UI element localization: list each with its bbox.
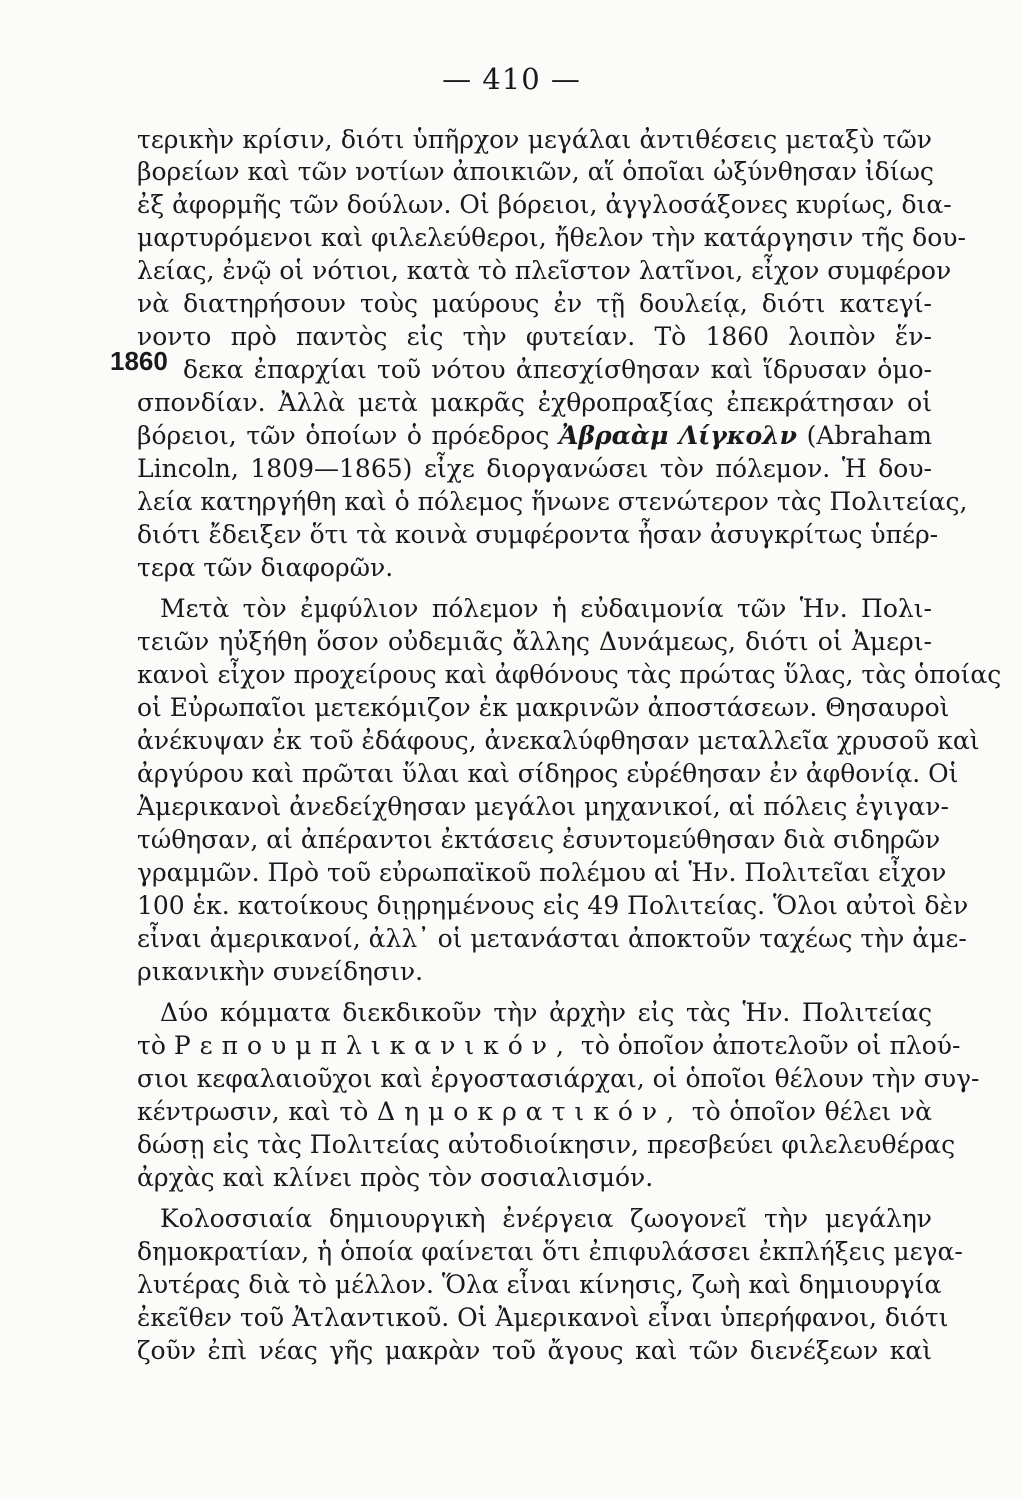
text-line: ἐξ ἀφορμῆς τῶν δούλων. Οἱ βόρειοι, ἀγγλοσάξονες κυρίως, δια-: [137, 190, 952, 219]
text-line: γραμμῶν. Πρὸ τοῦ εὐρωπαϊκοῦ πολέμου αἱ Ἡν. Πολιτεῖαι εἶχον: [137, 858, 947, 887]
page-number: — 410 —: [442, 62, 581, 96]
text-line: οἱ Εὐρωπαῖοι μετεκόμιζον ἐκ μακρινῶν ἀποστάσεων. Θησαυροὶ: [137, 693, 950, 722]
lincoln-name: Ἀβραὰμ Λίγκολν: [559, 421, 798, 450]
text-line: 100 ἑκ. κατοίκους διῃρημένους εἰς 49 Πολιτείας. Ὅλοι αὐτοὶ δὲν: [137, 891, 969, 920]
text-line: ἀνέκυψαν ἐκ τοῦ ἐδάφους, ἀνεκαλύφθησαν μεταλλεῖα χρυσοῦ καὶ: [137, 726, 980, 755]
text-line: Μετὰ τὸν ἐμφύλιον πόλεμον ἡ εὐδαιμονία τῶν Ἡν. Πολι-: [160, 594, 932, 623]
text-line: εἶναι ἀμερικανοί, ἀλλ᾿ οἱ μετανάσται ἀποκτοῦν ταχέως τὴν ἀμε-: [137, 924, 967, 953]
text-line: ἀργύρου καὶ πρῶται ὕλαι καὶ σίδηρος εὑρέθησαν ἐν ἀφθονίᾳ. Οἱ: [137, 759, 959, 788]
margin-year-note: 1860: [110, 346, 168, 376]
text-line: τερικὴν κρίσιν, διότι ὑπῆρχον μεγάλαι ἀντιθέσεις μεταξὺ τῶν: [137, 125, 932, 154]
text-span: τὸ: [137, 1031, 166, 1060]
text-line-with-party: [137, 1030, 961, 1062]
text-line: λυτέρας διὰ τὸ μέλλον. Ὅλα εἶναι κίνησις, ζωὴ καὶ δημιουργία: [137, 1270, 942, 1299]
party-name-republican: Ρεπουμπλικανικόν,: [173, 1031, 573, 1060]
text-span: βόρειοι, τῶν ὁποίων ὁ πρόεδρος: [137, 421, 550, 450]
text-line: τερα τῶν διαφορῶν.: [137, 553, 394, 582]
text-line: Lincoln, 1809—1865) εἶχε διοργανώσει τὸν πόλεμον. Ἡ δου-: [137, 454, 932, 483]
text-line: λεία κατηργήθη καὶ ὁ πόλεμος ἥνωνε στενώτερον τὰς Πολιτείας,: [137, 487, 968, 516]
text-line: ἐκεῖθεν τοῦ Ἀτλαντικοῦ. Οἱ Ἀμερικανοὶ εἶναι ὑπερήφανοι, διότι: [137, 1303, 949, 1332]
text-line: σπονδίαν. Ἀλλὰ μετὰ μακρᾶς ἐχθροπραξίας ἐπεκράτησαν οἱ: [137, 388, 932, 417]
text-line: ἀρχὰς καὶ κλίνει πρὸς τὸν σοσιαλισμόν.: [137, 1163, 654, 1192]
text-line: σιοι κεφαλαιοῦχοι καὶ ἐργοστασιάρχαι, οἱ ὁποῖοι θέλουν τὴν συγ-: [137, 1064, 980, 1093]
text-line: μαρτυρόμενοι καὶ φιλελεύθεροι, ἤθελον τὴν κατάργησιν τῆς δου-: [137, 223, 966, 252]
text-line: ρικανικὴν συνείδησιν.: [137, 957, 424, 986]
text-line: βορείων καὶ τῶν νοτίων ἀποικιῶν, αἵ ὁποῖαι ὠξύνθησαν ἰδίως: [137, 157, 934, 186]
text-line: ζοῦν ἐπὶ νέας γῆς μακρὰν τοῦ ἄγους καὶ τῶν διενέξεων καὶ: [137, 1336, 932, 1365]
text-span: τὸ ὁποῖον ἀποτελοῦν οἱ πλού-: [580, 1031, 961, 1060]
text-line: κανοὶ εἶχον προχείρους καὶ ἀφθόνους τὰς πρώτας ὕλας, τὰς ὁποίας: [137, 660, 1002, 689]
text-line: δημοκρατίαν, ἡ ὁποία φαίνεται ὅτι ἐπιφυλάσσει ἐκπλήξεις μεγα-: [137, 1237, 963, 1266]
text-span: κέντρωσιν, καὶ τὸ: [137, 1097, 369, 1126]
text-line: νοντο πρὸ παντὸς εἰς τὴν φυτείαν. Τὸ 1860 λοιπὸν ἕν-: [137, 322, 932, 351]
text-line-with-name: [137, 420, 932, 452]
text-line: τώθησαν, αἱ ἀπέραντοι ἐκτάσεις ἐσυντομεύθησαν διὰ σιδηρῶν: [137, 825, 941, 854]
text-span: (Abraham: [806, 421, 933, 450]
text-line: νὰ διατηρήσουν τοὺς μαύρους ἐν τῇ δουλείᾳ, διότι κατεγί-: [137, 289, 932, 318]
text-line: Ἀμερικανοὶ ἀνεδείχθησαν μεγάλοι μηχανικοί, αἱ πόλεις ἐγιγαν-: [137, 792, 949, 821]
text-line: Δύο κόμματα διεκδικοῦν τὴν ἀρχὴν εἰς τὰς Ἡν. Πολιτείας: [160, 998, 932, 1027]
party-name-democratic: Δημοκρατικόν,: [377, 1097, 684, 1126]
text-line: τειῶν ηὐξήθη ὅσον οὐδεμιᾶς ἄλλης Δυνάμεως, διότι οἱ Ἀμερι-: [137, 627, 932, 656]
text-line-with-party: [137, 1096, 932, 1128]
text-line: δεκα ἐπαρχίαι τοῦ νότου ἀπεσχίσθησαν καὶ ἵδρυσαν ὁμο-: [183, 355, 932, 384]
text-line: δώσῃ εἰς τὰς Πολιτείας αὐτοδιοίκησιν, πρεσβεύει φιλελευθέρας: [137, 1130, 956, 1159]
text-span: τὸ ὁποῖον θέλει νὰ: [691, 1097, 933, 1126]
text-line: διότι ἔδειξεν ὅτι τὰ κοινὰ συμφέροντα ἦσαν ἀσυγκρίτως ὑπέρ-: [137, 520, 939, 549]
text-line: λείας, ἐνῷ οἱ νότιοι, κατὰ τὸ πλεῖστον λατῖνοι, εἶχον συμφέρον: [137, 256, 952, 285]
text-line: Κολοσσιαία δημιουργικὴ ἐνέργεια ζωογονεῖ τὴν μεγάλην: [160, 1204, 932, 1233]
